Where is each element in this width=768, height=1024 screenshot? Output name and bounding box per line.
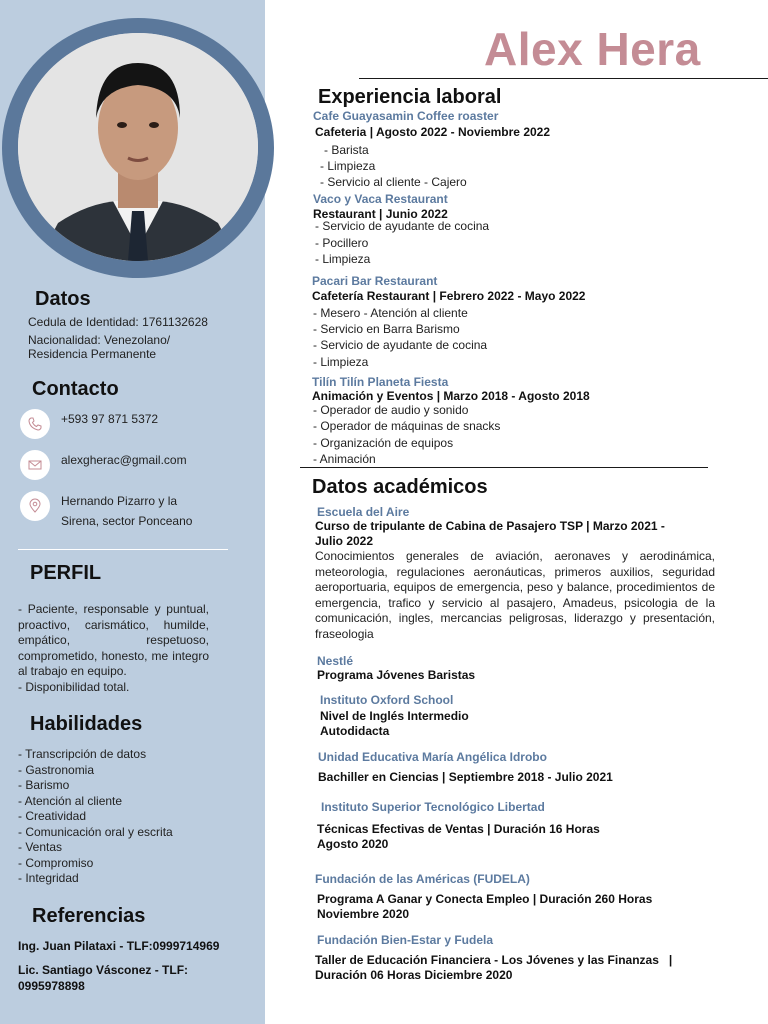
address-line-2: Sirena, sector Ponceano: [61, 514, 193, 528]
contact-email: [20, 450, 187, 480]
perfil-text: [18, 602, 209, 695]
reference-2-line-1: Lic. Santiago Vásconez - TLF:: [18, 963, 189, 977]
mail-icon: [20, 450, 50, 480]
list-item: - Comunicación oral y escrita: [18, 824, 173, 839]
contact-address: [20, 491, 192, 531]
job-duty: - Barista: [324, 143, 369, 157]
habilidades-list: [18, 747, 173, 887]
list-item: - Gastronomia: [18, 762, 95, 777]
job-duty: - Servicio al cliente - Cajero: [320, 175, 467, 189]
experiencia-heading: Experiencia laboral: [318, 86, 502, 108]
edu-title-cont: Duración 06 Horas Diciembre 2020: [315, 968, 513, 982]
edu-org: Fundación Bien-Estar y Fudela: [317, 933, 494, 947]
edu-title-cont: Noviembre 2020: [317, 907, 410, 921]
job-duty: - Limpieza: [313, 355, 369, 369]
edu-org: Instituto Oxford School: [320, 693, 454, 707]
edu-org: Escuela del Aire: [317, 505, 410, 519]
edu-title-cont: Autodidacta: [320, 724, 390, 738]
job-duty: - Servicio de ayudante de cocina: [315, 219, 490, 233]
contact-phone: [20, 409, 158, 439]
edu-title: Técnicas Efectivas de Ventas | Duración 16 Horas: [317, 822, 600, 836]
edu-org: Unidad Educativa María Angélica Idrobo: [318, 750, 547, 764]
job-org: Pacari Bar Restaurant: [312, 274, 438, 288]
list-item: - Atención al cliente: [18, 793, 123, 808]
edu-title: Bachiller en Ciencias | Septiembre 2018 - Julio 2021: [318, 770, 613, 784]
edu-title: Programa Jóvenes Baristas: [317, 668, 476, 682]
edu-title: Nivel de Inglés Intermedio: [320, 709, 469, 723]
perfil-availability: - Disponibilidad total.: [18, 679, 130, 694]
edu-org: Nestlé: [317, 654, 354, 668]
edu-description: Conocimientos generales de aviación, aeronaves y aerodinámica, meteorologia, regulaciones aeronáuticas, primeros auxilios, seguridad aeroportuaria, equipos de emergencia, peso y balance, procedimientos de emergencia, trafico y servicio al pasajero, Amadeus, psicologia de la comunicación, ingles, mercancias peligrosas, liderazgo y presentación, fraseologia: [315, 549, 715, 641]
phone-icon: [20, 409, 50, 439]
nacionalidad-line-1: Nacionalidad: Venezolano/: [28, 333, 171, 347]
job-duty: - Operador de audio y sonido: [313, 403, 469, 417]
perfil-description: - Paciente, responsable y puntual, proactivo, carismático, humilde, empático, respetuoso, comprometido, honesto, me integro al trabajo en equipo.: [18, 602, 209, 678]
sidebar: [0, 0, 265, 1024]
academicos-heading: Datos académicos: [312, 476, 488, 498]
candidate-name: Alex Hera: [484, 23, 701, 75]
job-org: Vaco y Vaca Restaurant: [313, 192, 448, 206]
job-role: Cafetería Restaurant | Febrero 2022 - Mayo 2022: [312, 289, 586, 303]
job-role: Cafeteria | Agosto 2022 - Noviembre 2022: [315, 125, 551, 139]
datos-heading: Datos: [35, 288, 91, 310]
edu-org: Fundación de las Américas (FUDELA): [315, 872, 530, 886]
reference-2-line-2: 0995978898: [18, 979, 85, 993]
cedula: Cedula de Identidad: 1761132628: [28, 315, 208, 329]
habilidades-heading: Habilidades: [30, 713, 143, 735]
edu-org: Instituto Superior Tecnológico Libertad: [321, 800, 545, 814]
name-underline: [359, 78, 768, 79]
edu-title-cont: Julio 2022: [315, 534, 374, 548]
job-duty: - Operador de máquinas de snacks: [313, 419, 501, 433]
sidebar-divider: [18, 549, 228, 550]
edu-title: Programa A Ganar y Conecta Empleo | Duración 260 Horas: [317, 892, 653, 906]
list-item: - Integridad: [18, 871, 79, 885]
location-pin-icon: [20, 491, 50, 521]
job-role: Restaurant | Junio 2022: [313, 207, 448, 221]
address: [61, 491, 192, 531]
job-duty: - Animación: [313, 452, 376, 466]
list-item: - Barismo: [18, 778, 70, 792]
job-duty: - Mesero - Atención al cliente: [313, 306, 468, 320]
job-org: Cafe Guayasamin Coffee roaster: [313, 109, 499, 123]
job-duty: - Servicio de ayudante de cocina: [313, 338, 488, 352]
job-duty: - Limpieza: [320, 159, 376, 173]
job-duty: - Servicio en Barra Barismo: [313, 322, 460, 336]
job-duty: - Pocillero: [315, 236, 369, 250]
list-item: - Compromiso: [18, 855, 94, 870]
list-item: - Ventas: [18, 840, 63, 854]
job-duty: - Limpieza: [315, 252, 371, 266]
phone-number[interactable]: +593 97 871 5372: [61, 412, 159, 426]
email-address[interactable]: alexgherac@gmail.com: [61, 453, 187, 467]
nacionalidad-line-2: Residencia Permanente: [28, 347, 157, 361]
job-duty: - Organización de equipos: [313, 436, 454, 450]
list-item: - Creatividad: [18, 809, 87, 823]
list-item: - Transcripción de datos: [18, 747, 147, 761]
profile-photo: [18, 33, 258, 261]
edu-title-cont: Agosto 2020: [317, 837, 389, 851]
address-line-1: Hernando Pizarro y la: [61, 494, 178, 508]
job-org: Tilín Tilín Planeta Fiesta: [312, 375, 449, 389]
reference-1: Ing. Juan Pilataxi - TLF:0999714969: [18, 939, 220, 953]
contacto-heading: Contacto: [32, 378, 119, 400]
job-role: Animación y Eventos | Marzo 2018 - Agosto 2018: [312, 389, 590, 403]
edu-title: Curso de tripulante de Cabina de Pasajero TSP | Marzo 2021 -: [315, 519, 665, 533]
edu-title: Taller de Educación Financiera - Los Jóvenes y las Finanzas |: [315, 953, 673, 967]
section-divider: [300, 467, 708, 468]
referencias-heading: Referencias: [32, 905, 146, 927]
perfil-heading: PERFIL: [30, 562, 102, 584]
